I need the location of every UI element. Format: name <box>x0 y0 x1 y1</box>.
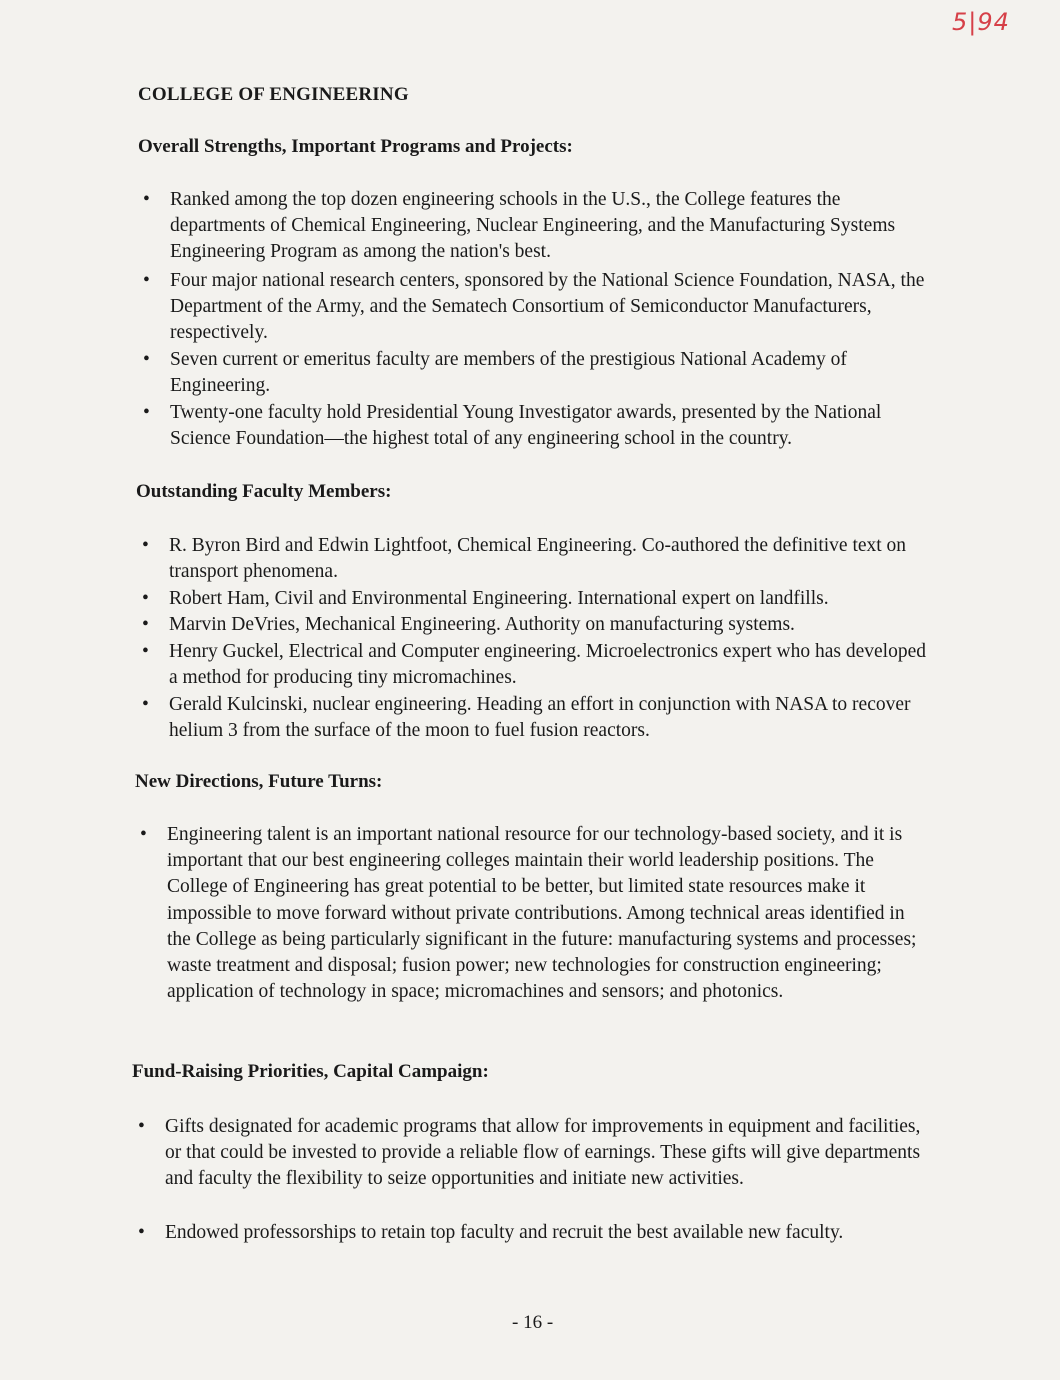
list-item: • Engineering talent is an important national resource for our technology-based society, and it is important that our best engineering colleges maintain their world leadership positions. The College of Engineering has great potential to be better, but limited state resources make it impossible to move forward without private contributions. Among technical areas identified in the College as being particularly significant in the future: manufacturing systems and processes; waste treatment and disposal; fusion power; new technologies for construction engineering; application of technology in space; micromachines and sensors; and photonics. <box>140 824 917 1003</box>
page-title: COLLEGE OF ENGINEERING <box>138 84 409 105</box>
bullet-icon: • <box>138 1116 145 1137</box>
page-number: - 16 - <box>512 1312 554 1333</box>
bullet-icon: • <box>142 535 149 556</box>
list-item: • R. Byron Bird and Edwin Lightfoot, Chemical Engineering. Co-authored the definitive text on transport phenomena. <box>142 535 907 583</box>
bullet-icon: • <box>143 402 150 423</box>
bullet-icon: • <box>142 641 149 662</box>
list-item: • Robert Ham, Civil and Environmental Engineering. International expert on landfills. <box>142 586 932 612</box>
list-item: • Twenty-one faculty hold Presidential Young Investigator awards, presented by the National Science Foundation—the highest total of any engineering school in the country. <box>143 402 882 450</box>
section-heading-strengths: Overall Strengths, Important Programs and Projects: <box>138 136 573 157</box>
list-item: • Marvin DeVries, Mechanical Engineering. Authority on manufacturing systems. <box>142 612 932 638</box>
list-item: • Endowed professorships to retain top faculty and recruit the best available new faculty. <box>138 1220 933 1246</box>
bullet-icon: • <box>142 614 149 635</box>
list-item: • Gerald Kulcinski, nuclear engineering. Heading an effort in conjunction with NASA to recover helium 3 from the surface of the moon to fuel fusion reactors. <box>142 694 911 742</box>
list-item: • Seven current or emeritus faculty are members of the prestigious National Academy of Engineering. <box>143 349 847 397</box>
bullet-icon: • <box>143 270 150 291</box>
list-item: • Ranked among the top dozen engineering schools in the U.S., the College features the departments of Chemical Engineering, Nuclear Engineering, and the Manufacturing Systems Engineering Program as among the nation's best. <box>143 189 896 263</box>
bullet-icon: • <box>143 349 150 370</box>
bullet-icon: • <box>142 588 149 609</box>
section-heading-faculty: Outstanding Faculty Members: <box>136 481 392 502</box>
handwritten-note: 5|94 <box>952 8 1010 36</box>
list-item: • Gifts designated for academic programs that allow for improvements in equipment and facilities, or that could be invested to provide a reliable flow of earnings. These gifts will give departments and faculty the flexibility to seize opportunities and initiate new activities. <box>138 1116 921 1190</box>
section-heading-directions: New Directions, Future Turns: <box>135 771 383 792</box>
bullet-icon: • <box>138 1222 145 1243</box>
section-heading-fundraising: Fund-Raising Priorities, Capital Campaign: <box>132 1061 489 1082</box>
list-item: • Four major national research centers, sponsored by the National Science Foundation, NASA, the Department of the Army, and the Sematech Consortium of Semiconductor Manufacturers, respectively. <box>143 270 925 344</box>
bullet-icon: • <box>142 694 149 715</box>
bullet-icon: • <box>143 189 150 210</box>
bullet-icon: • <box>140 824 147 845</box>
list-item: • Henry Guckel, Electrical and Computer engineering. Microelectronics expert who has developed a method for producing tiny micromachines. <box>142 641 926 689</box>
